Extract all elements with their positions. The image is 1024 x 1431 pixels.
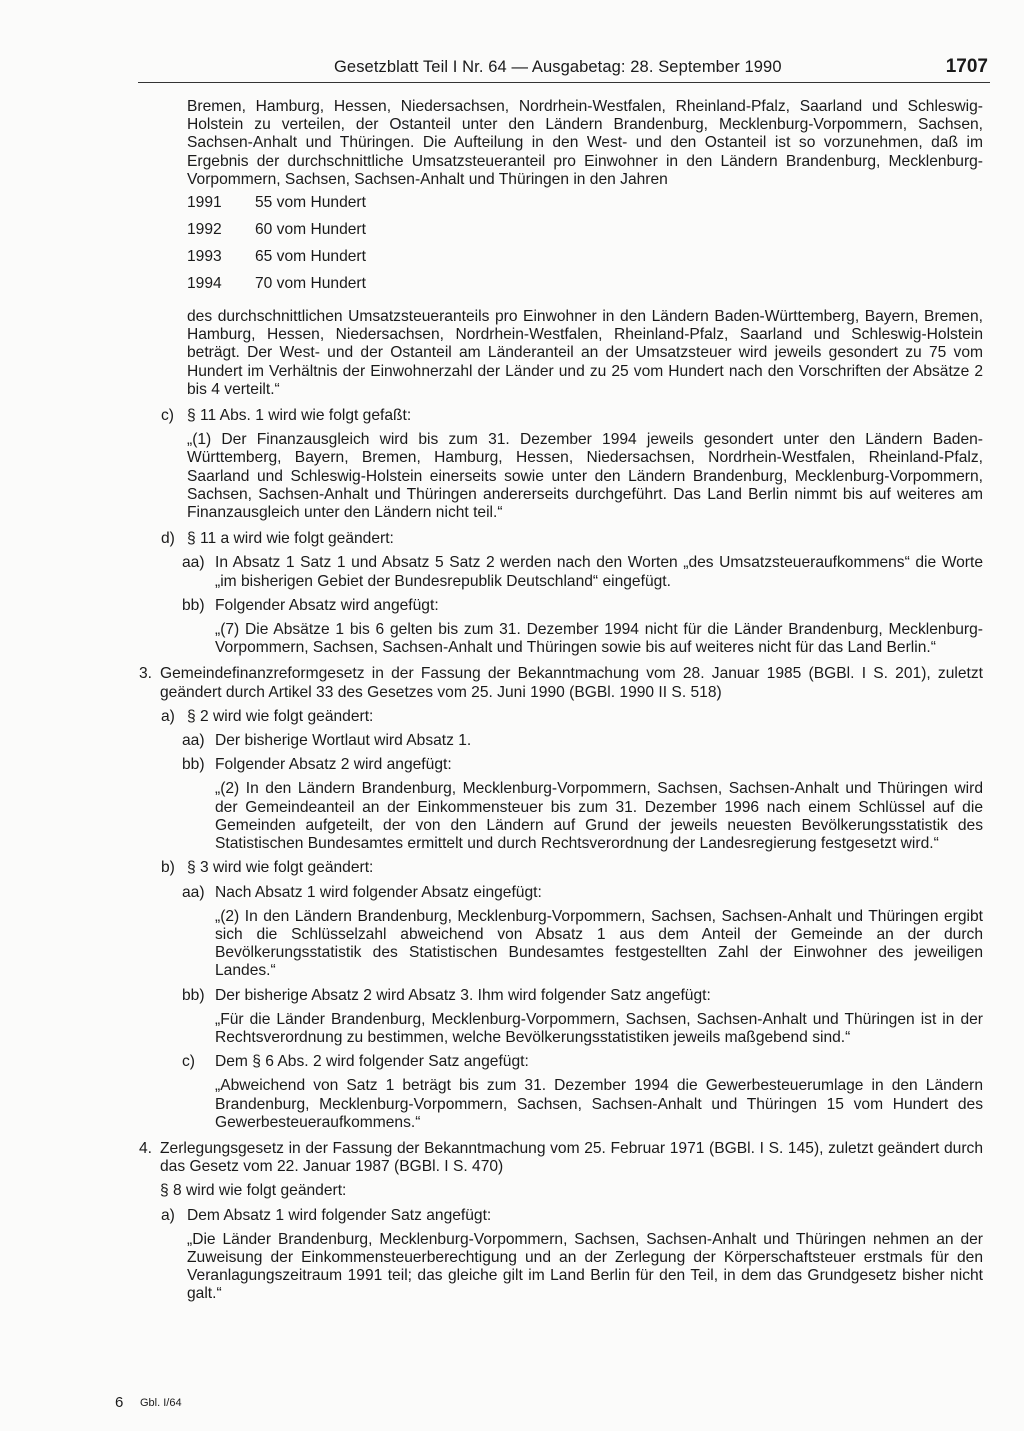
item-text: In Absatz 1 Satz 1 und Absatz 5 Satz 2 werden nach den Worten „des Umsatzsteueraufkommens“ die Worte „im bisherigen Gebiet der Bundesrepublik Deutschland“ eingefügt. <box>215 554 983 590</box>
item-text: § 11 Abs. 1 wird wie folgt gefaßt: <box>187 407 412 425</box>
page-header <box>138 56 990 83</box>
item-d <box>161 530 983 548</box>
item-label: a) <box>161 707 175 725</box>
item-3b-bb <box>182 986 983 1005</box>
quote-4a: „Die Länder Brandenburg, Mecklenburg-Vorpommern, Sachsen, Sachsen-Anhalt und Thüringen nehmen an der Zuweisung der Einkommensteuerberechtigung und an der Zerlegung der Körperschaftsteuer erstmals für den Veranlagungszeitraum 1991 teil; das gleiche gilt im Land Berlin für den Teil, in dem das Grundgesetz bisher nicht galt.“ <box>187 1230 983 1303</box>
item-d-bb <box>182 596 983 615</box>
item-label: bb) <box>182 756 205 774</box>
page-number: 1707 <box>945 56 988 77</box>
item-3a-aa <box>182 732 983 750</box>
year-cell: 1992 <box>187 221 222 239</box>
item-text: Dem § 6 Abs. 2 wird folgender Satz angefügt: <box>215 1053 529 1071</box>
item-label: a) <box>161 1206 175 1224</box>
item-text: Dem Absatz 1 wird folgender Satz angefügt: <box>187 1206 492 1224</box>
quote-3c: „Abweichend von Satz 1 beträgt bis zum 31. Dezember 1994 die Gewerbesteuerumlage in den Ländern Brandenburg, Mecklenburg-Vorpommern, Sachsen, Sachsen-Anhalt und Thüringen 15 vom Hundert des Gewerbesteueraufkommens.“ <box>215 1077 983 1131</box>
item-label: aa) <box>182 554 205 572</box>
year-row <box>0 244 1024 271</box>
quote-3a-bb: „(2) In den Ländern Brandenburg, Mecklenburg-Vorpommern, Sachsen, Sachsen-Anhalt und Thüringen wird der Gemeindeanteil an der Einkommensteuer bis zum 31. Dezember 1996 nach einem Schlüssel auf die Gemeinden aufgeteilt, der von den Ländern auf Grund der jeweils neuesten Bevölkerungsstatistik des Statistischen Bundesamtes ermittelt und durch Rechtsverordnung der Landesregierung festgesetzt wird.“ <box>215 780 983 853</box>
item-text: Folgender Absatz 2 wird angefügt: <box>215 756 452 774</box>
year-table <box>0 190 1024 298</box>
item-label: bb) <box>182 596 205 614</box>
item-3b-aa <box>182 883 983 902</box>
section-text: Zerlegungsgesetz in der Fassung der Bekanntmachung vom 25. Februar 1971 (BGBl. I S. 145), zuletzt geändert durch das Gesetz vom 22. Januar 1987 (BGBl. I S. 470) <box>160 1139 983 1176</box>
item-4a <box>161 1206 983 1225</box>
year-row <box>0 190 1024 217</box>
year-row <box>0 217 1024 244</box>
year-row <box>0 271 1024 298</box>
section-text: Gemeindefinanzreformgesetz in der Fassung der Bekanntmachung vom 28. Januar 1985 (BGBl. I S. 201), zuletzt geändert durch Artikel 33 des Gesetzes vom 25. Juni 1990 (BGBl. 1990 II S. 518) <box>160 665 983 701</box>
item-label: aa) <box>182 883 205 901</box>
item-text: Der bisherige Absatz 2 wird Absatz 3. Ihm wird folgender Satz angefügt: <box>215 986 711 1004</box>
item-label: c) <box>161 407 174 425</box>
item-3a-bb <box>182 756 983 774</box>
item-label: bb) <box>182 986 205 1004</box>
section-label: 4. <box>139 1139 153 1157</box>
document-body <box>0 98 1024 1304</box>
percent-cell: 55 vom Hundert <box>255 194 366 212</box>
header-title: Gesetzblatt Teil I Nr. 64 — Ausgabetag: 28. September 1990 <box>334 58 782 76</box>
quote-c: „(1) Der Finanzausgleich wird bis zum 31. Dezember 1994 jeweils gesondert unter den Ländern Baden-Württemberg, Bayern, Bremen, Hamburg, Hessen, Niedersachsen, Nordrhein-Westfalen, Rheinland-Pfalz, Saarland und Schleswig-Holstein einerseits sowie unter den Ländern Brandenburg, Mecklenburg-Vorpommern, Sachsen, Sachsen-Anhalt und Thüringen andererseits durchgeführt. Das Land Berlin nimmt bis auf weiteres am Finanzausgleich unter den Ländern nicht teil.“ <box>187 431 983 522</box>
item-text: § 11 a wird wie folgt geändert: <box>187 530 394 548</box>
item-text: Nach Absatz 1 wird folgender Absatz eingefügt: <box>215 883 542 901</box>
item-c <box>161 407 983 425</box>
item-text: § 3 wird wie folgt geändert: <box>187 859 374 877</box>
section-3 <box>139 665 983 701</box>
item-text: Der bisherige Wortlaut wird Absatz 1. <box>215 732 472 750</box>
section-4 <box>139 1139 983 1176</box>
item-3b <box>161 859 983 877</box>
section-4-subtitle: § 8 wird wie folgt geändert: <box>160 1182 347 1200</box>
footer-code: Gbl. I/64 <box>140 1397 182 1409</box>
quote-d-bb: „(7) Die Absätze 1 bis 6 gelten bis zum 31. Dezember 1994 nicht für die Länder Brandenburg, Mecklenburg-Vorpommern, Sachsen, Sachsen-Anhalt und Thüringen sowie bis auf weiteres nicht für das Land Berlin.“ <box>215 621 983 657</box>
item-3a <box>161 707 983 726</box>
item-d-aa <box>182 554 983 590</box>
section-label: 3. <box>139 665 153 683</box>
item-text: § 2 wird wie folgt geändert: <box>187 707 374 725</box>
quote-3b-bb: „Für die Länder Brandenburg, Mecklenburg-Vorpommern, Sachsen, Sachsen-Anhalt und Thüringen ist in der Rechtsverordnung zu bestimmen, welche Bevölkerungsstatistiken jeweils maßgebend sind.“ <box>215 1010 983 1046</box>
quote-3b-aa: „(2) In den Ländern Brandenburg, Mecklenburg-Vorpommern, Sachsen, Sachsen-Anhalt und Thüringen ergibt sich die Schlüsselzahl abweichend von Absatz 1 aus dem Anteil der Gemeinde an der durch Bevölkerungsstatistik des Statistischen Bundesamtes festgestellten Zahl der Einwohner des jeweiligen Landes.“ <box>215 907 983 980</box>
item-label: d) <box>161 530 175 548</box>
year-cell: 1991 <box>187 194 222 212</box>
intro-paragraph: Bremen, Hamburg, Hessen, Niedersachsen, Nordrhein-Westfalen, Rheinland-Pfalz, Saarland und Schleswig-Holstein zu verteilen, der Ostanteil unter den Ländern Brandenburg, Mecklenburg-Vorpommern, Sachsen, Sachsen-Anhalt und Thüringen. Die Aufteilung in den West- und den Ostanteil ist so vorzunehmen, daß im Ergebnis der durchschnittliche Umsatzsteueranteil pro Einwohner in den Ländern Brandenburg, Mecklenburg-Vorpommern, Sachsen, Sachsen-Anhalt und Thüringen in den Jahren <box>187 98 983 188</box>
after-years-paragraph: des durchschnittlichen Umsatzsteueranteils pro Einwohner in den Ländern Baden-Württemberg, Bayern, Bremen, Hamburg, Hessen, Niedersachsen, Nordrhein-Westfalen, Rheinland-Pfalz, Saarland und Schleswig-Holstein beträgt. Der West- und der Ostanteil am Länderanteil an der Umsatzsteuer wird jeweils gesondert zu 75 vom Hundert im Verhältnis der Einwohnerzahl der Länder und zu 25 vom Hundert nach den Vorschriften der Absätze 2 bis 4 verteilt.“ <box>187 308 983 398</box>
percent-cell: 65 vom Hundert <box>255 248 366 266</box>
item-label: b) <box>161 859 175 877</box>
item-label: aa) <box>182 732 205 750</box>
year-cell: 1994 <box>187 275 222 293</box>
year-cell: 1993 <box>187 248 222 266</box>
percent-cell: 70 vom Hundert <box>255 275 366 293</box>
item-label: c) <box>182 1053 195 1071</box>
footer-number: 6 <box>115 1394 124 1411</box>
percent-cell: 60 vom Hundert <box>255 221 366 239</box>
item-text: Folgender Absatz wird angefügt: <box>215 596 439 614</box>
item-3c <box>182 1053 983 1071</box>
